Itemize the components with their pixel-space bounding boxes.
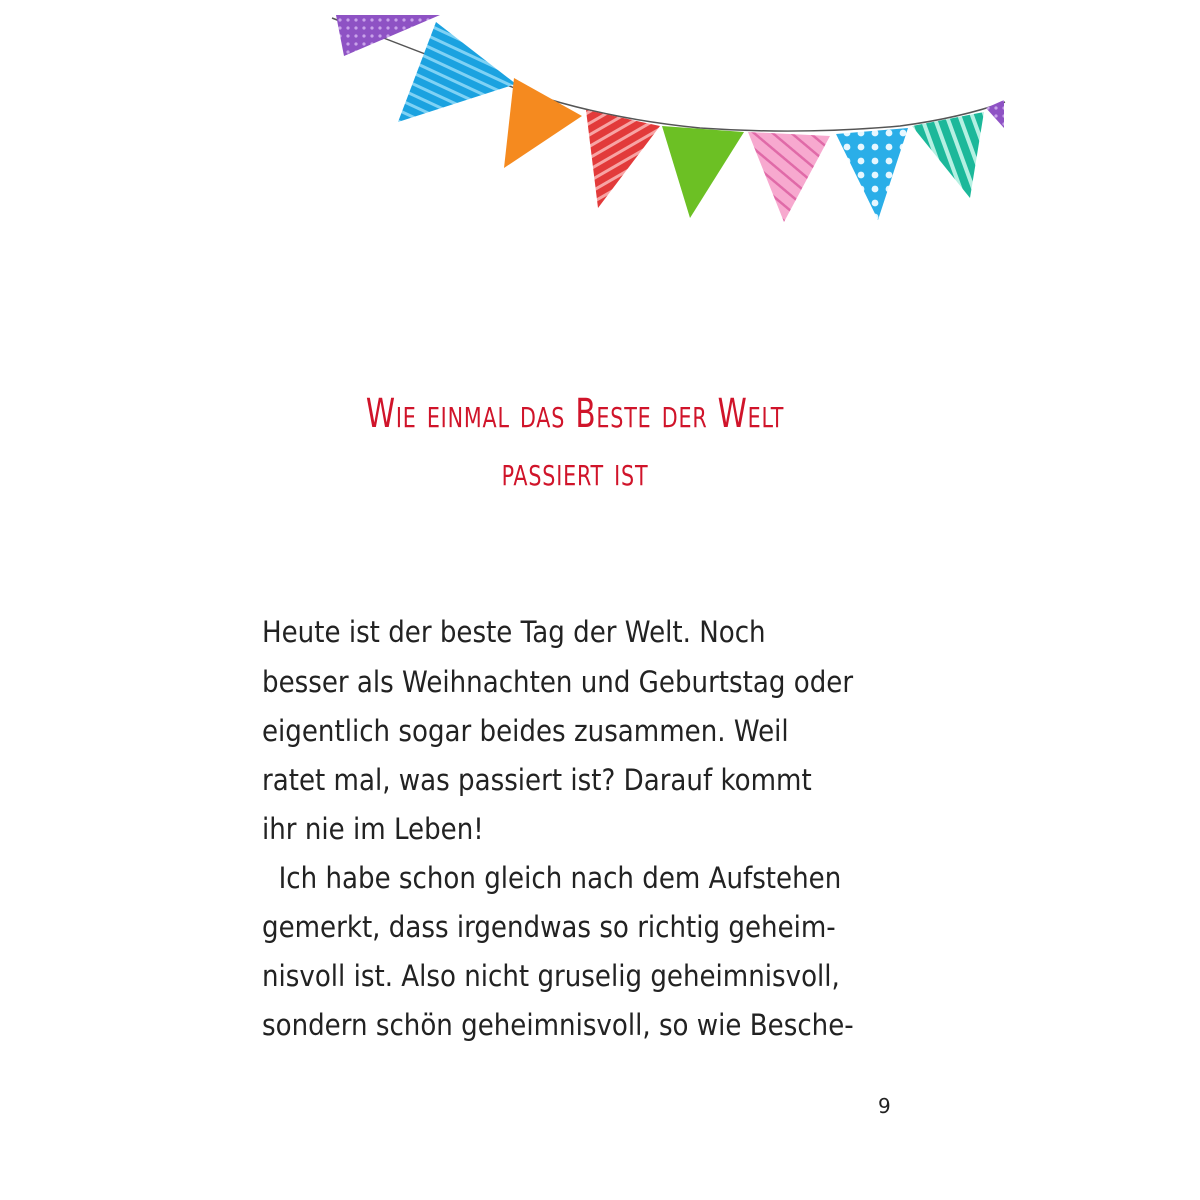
bunting-flag-teal xyxy=(912,112,984,198)
body-text-line: sondern schön geheimnisvoll, so wie Besche- xyxy=(262,1008,854,1042)
bunting-flag-green xyxy=(662,126,744,218)
body-text-line: ihr nie im Leben! xyxy=(262,812,484,846)
body-text-line: ratet mal, was passiert ist? Darauf kommt xyxy=(262,763,812,797)
bunting-flag-orange xyxy=(504,78,582,168)
bunting-flag-pink xyxy=(748,132,830,222)
bunting-flag-dotted-blue xyxy=(836,128,908,220)
page-number: 9 xyxy=(878,1094,891,1118)
bunting-flag-red xyxy=(586,110,660,208)
chapter-title-line-2: passiert ist xyxy=(501,449,649,495)
bunting-flag-purple-edge xyxy=(986,100,1004,128)
body-text-line: eigentlich sogar beides zusammen. Weil xyxy=(262,714,789,748)
bunting-flag-blue xyxy=(398,22,516,122)
body-text-line: nisvoll ist. Also nicht gruselig geheimnisvoll, xyxy=(262,959,840,993)
body-text-line: gemerkt, dass irgendwas so richtig geheim- xyxy=(262,910,836,944)
body-text-line: Heute ist der beste Tag der Welt. Noch xyxy=(262,615,766,649)
bunting-flag-purple xyxy=(336,15,440,56)
chapter-title-line-1: Wie einmal das Beste der Welt xyxy=(365,391,785,437)
bunting-garland-illustration xyxy=(0,0,1200,240)
body-text-line: besser als Weihnachten und Geburtstag oder xyxy=(262,665,854,699)
body-text-line: Ich habe schon gleich nach dem Aufstehen xyxy=(262,861,842,895)
